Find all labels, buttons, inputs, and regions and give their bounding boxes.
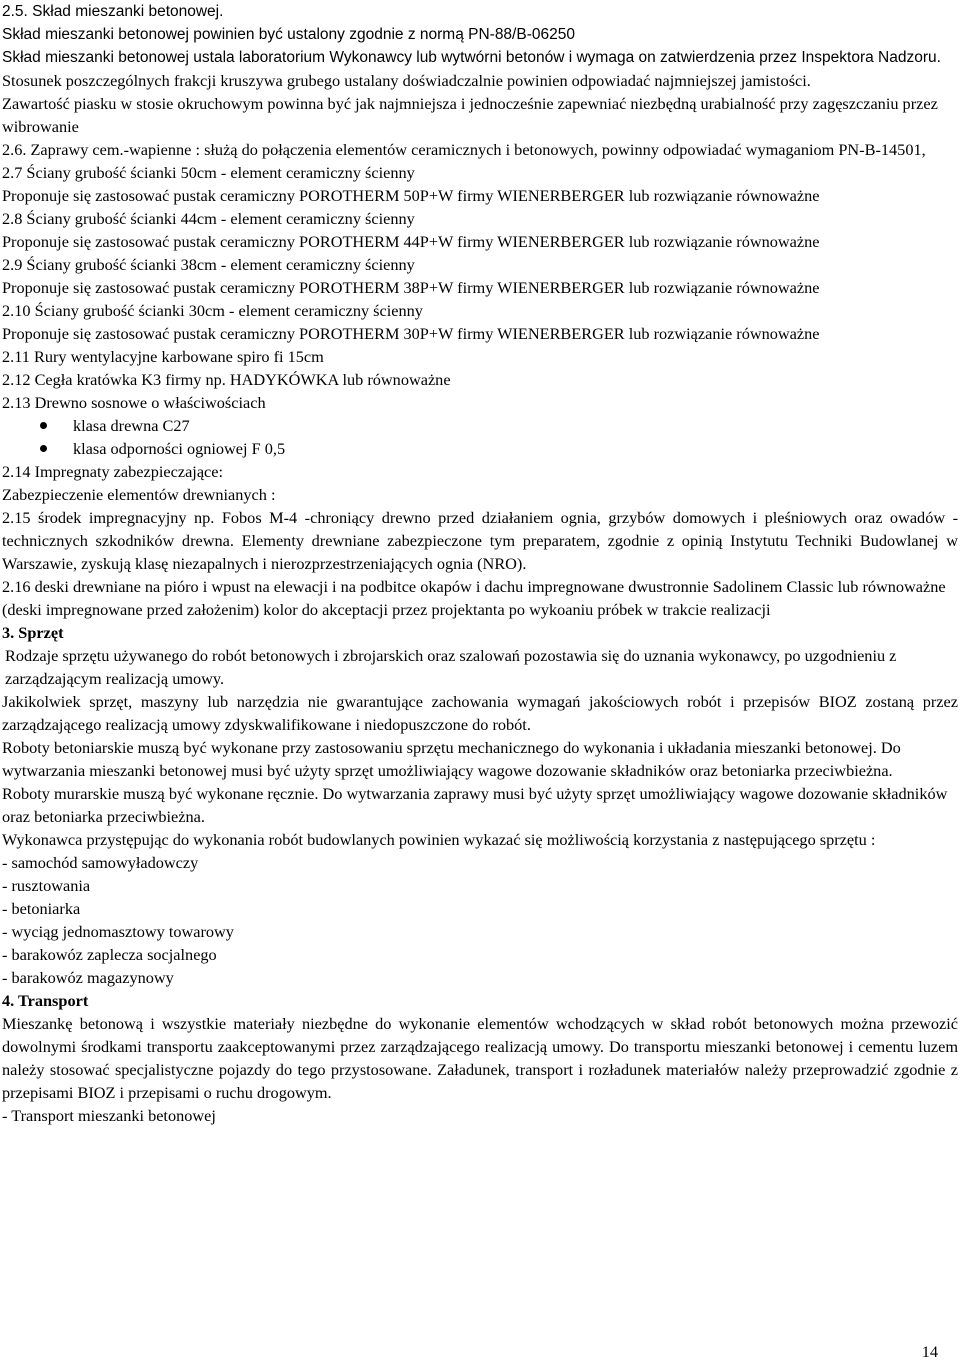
list-item: - betoniarka — [2, 899, 81, 918]
section-2-14: 2.14 Impregnaty zabezpieczające: — [2, 462, 224, 481]
list-item: - barakowóz zaplecza socjalnego — [2, 945, 217, 964]
section-3-para-4: Roboty murarskie muszą być wykonane ręcznie. Do wytwarzania zaprawy musi być użyty sprzęt umożliwiający wagowe dozowanie składników oraz betoniarka przeciwbieżna. — [2, 784, 948, 826]
section-4-para-1: Mieszankę betonową i wszystkie materiały niezbędne do wykonanie elementów wchodzących w skład robót betonowych można przewozić dowolnymi środkami transportu zaakceptowanymi przez zarządzającego realizacją umowy. Do transportu mieszanki betonowej i cementu luzem należy stosować specjalistyczne pojazdy do tego przystosowane. Załadunek, transport i rozładunek materiałów należy przeprowadzić zgodnie z przepisami BIOZ i przepisami o ruchu drogowym. — [2, 1014, 958, 1102]
section-3-title: 3. Sprzęt — [2, 623, 64, 642]
section-2-16: 2.16 deski drewniane na pióro i wpust na elewacji i na podbitce okapów i dachu impregnowane dwustronnie Sadolinem Classic lub równoważne (deski impregnowane przed założenim) kolor do akceptacji przez projektanta po wykoaniu próbek w trakcie realizacji — [2, 577, 946, 619]
section-2-13: 2.13 Drewno sosnowe o właściwościach — [2, 393, 266, 412]
section-2-8-body: Proponuje się zastosować pustak ceramiczny POROTHERM 44P+W firmy WIENERBERGER lub rozwiązanie równoważne — [2, 232, 820, 251]
section-2-7-body: Proponuje się zastosować pustak ceramiczny POROTHERM 50P+W firmy WIENERBERGER lub rozwiązanie równoważne — [2, 186, 820, 205]
section-2-5-norm: Skład mieszanki betonowej powinien być ustalony zgodnie z normą PN-88/B-06250 — [2, 26, 575, 43]
list-item: - barakowóz magazynowy — [2, 968, 174, 987]
section-2-12: 2.12 Cegła kratówka K3 firmy np. HADYKÓWKA lub równoważne — [2, 370, 451, 389]
section-2-5-sand: Zawartość piasku w stosie okruchowym powinna być jak najmniejsza i jednocześnie zapewniać niezbędną urabialność przy zagęszczaniu przez wibrowanie — [2, 94, 938, 136]
list-item: - rusztowania — [2, 876, 91, 895]
section-2-5-title: 2.5. Skład mieszanki betonowej. — [2, 3, 224, 20]
section-2-7-title: 2.7 Ściany grubość ścianki 50cm - element ceramiczny ścienny — [2, 163, 415, 182]
section-2-10-title: 2.10 Ściany grubość ścianki 30cm - element ceramiczny ścienny — [2, 301, 423, 320]
bullet-icon — [40, 422, 47, 429]
document-page — [2, 0, 958, 1127]
page-number: 14 — [921, 1342, 938, 1361]
section-3-para-5: Wykonawca przystępując do wykonania robót budowlanych powinien wykazać się możliwością korzystania z następującego sprzętu : — [2, 830, 876, 849]
list-item: - samochód samowyładowczy — [2, 853, 199, 872]
bullet-icon — [40, 445, 47, 452]
section-2-8-title: 2.8 Ściany grubość ścianki 44cm - element ceramiczny ścienny — [2, 209, 415, 228]
section-2-11: 2.11 Rury wentylacyjne karbowane spiro fi 15cm — [2, 347, 324, 366]
section-2-5-fractions: Stosunek poszczególnych frakcji kruszywa grubego ustalany doświadczalnie powinien odpowiadać najmniejszej jamistości. — [2, 71, 811, 90]
section-3-para-1: Rodzaje sprzętu używanego do robót betonowych i zbrojarskich oraz szalowań pozostawia się do uznania wykonawcy, po uzgodnieniu z zarządzającym realizacją umowy. — [5, 646, 897, 688]
section-2-9-body: Proponuje się zastosować pustak ceramiczny POROTHERM 38P+W firmy WIENERBERGER lub rozwiązanie równoważne — [2, 278, 820, 297]
section-2-15: 2.15 środek impregnacyjny np. Fobos M-4 -chroniący drewno przed działaniem ognia, grzybów domowych i pleśniowych oraz owadów - technicznych szkodników drewna. Elementy drewniane zabezpieczone tym preparatem, zgodnie z opinią Instytutu Techniki Budowlanej w Warszawie, zyskują klasę niezapalnych i nierozprzestrzeniających ognia (NRO). — [2, 508, 958, 573]
section-2-6: 2.6. Zaprawy cem.-wapienne : służą do połączenia elementów ceramicznych i betonowych, powinny odpowiadać wymaganiom PN-B-14501, — [2, 140, 926, 159]
list-item-text: klasa odporności ogniowej F 0,5 — [73, 439, 286, 458]
section-4-list-item: - Transport mieszanki betonowej — [2, 1106, 216, 1125]
list-item — [2, 437, 958, 460]
section-3-para-3: Roboty betoniarskie muszą być wykonane przy zastosowaniu sprzętu mechanicznego do wykonania i układania mieszanki betonowej. Do wytwarzania mieszanki betonowej musi być użyty sprzęt umożliwiający wagowe dozowanie składników oraz betoniarka przeciwbieżna. — [2, 738, 901, 780]
list-item — [2, 414, 958, 437]
section-3-para-2: Jakikolwiek sprzęt, maszyny lub narzędzia nie gwarantujące zachowania wymagań jakościowych robót i przepisów BIOZ zostaną przez zarządzającego realizacją umowy zdyskwalifikowane i niedopuszczone do robót. — [2, 692, 958, 734]
list-item: - wyciąg jednomasztowy towarowy — [2, 922, 234, 941]
section-2-14-sub: Zabezpieczenie elementów drewnianych : — [2, 485, 276, 504]
section-2-9-title: 2.9 Ściany grubość ścianki 38cm - element ceramiczny ścienny — [2, 255, 415, 274]
section-2-5-lab: Skład mieszanki betonowej ustala laboratorium Wykonawcy lub wytwórni betonów i wymaga on zatwierdzenia przez Inspektora Nadzoru. — [2, 49, 941, 66]
section-2-10-body: Proponuje się zastosować pustak ceramiczny POROTHERM 30P+W firmy WIENERBERGER lub rozwiązanie równoważne — [2, 324, 820, 343]
section-4-title: 4. Transport — [2, 991, 89, 1010]
list-item-text: klasa drewna C27 — [73, 416, 190, 435]
